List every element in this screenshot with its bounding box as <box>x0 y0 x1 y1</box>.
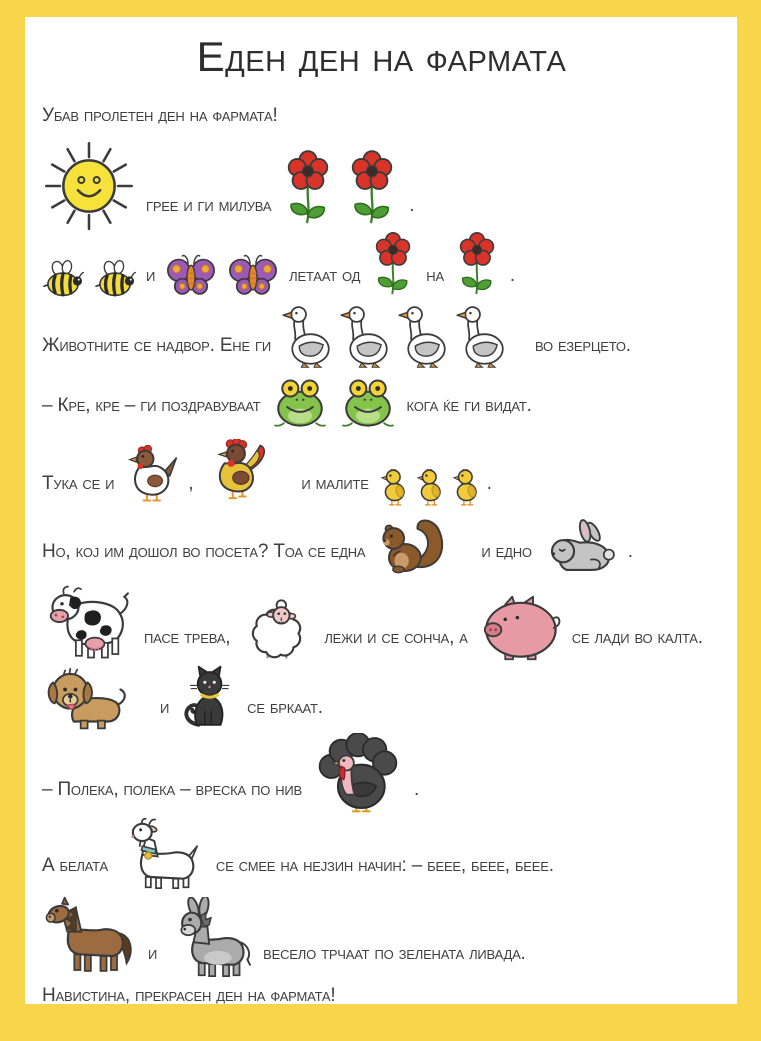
bee-icon <box>94 259 136 299</box>
frog-icon <box>271 377 329 429</box>
goose-icon <box>281 305 333 369</box>
worksheet-page <box>25 17 737 1004</box>
line-text: лежи и се сонча, а <box>324 627 468 648</box>
line-punctuation: , <box>188 473 194 494</box>
rabbit-icon <box>542 519 618 575</box>
flower-icon <box>281 149 335 229</box>
line-text: Животните се надвор. Ене ги <box>42 335 272 356</box>
line-text: пасе трева, <box>144 627 231 648</box>
line-punctuation: . <box>509 265 516 286</box>
line-text: весело трчаат по зелената ливада. <box>263 943 526 964</box>
cow-icon <box>42 583 134 661</box>
sheep-icon <box>240 599 314 661</box>
squirrel-icon <box>375 513 449 575</box>
story-line-cow-sheep-pig <box>42 583 721 661</box>
line-text: Тука се и <box>42 473 115 494</box>
line-text: се лади во калта. <box>571 627 703 648</box>
sun-icon <box>42 139 136 233</box>
goose-icon <box>455 305 507 369</box>
outro-sentence: Навистина, прекрасен ден на фармата! <box>42 985 336 1004</box>
line-text: – Кре, кре – ги поздравуваат <box>42 395 261 416</box>
line-text: Но, кој им дошол во посета? Тоа се една <box>42 541 366 562</box>
line-punctuation: . <box>486 473 492 494</box>
pig-icon <box>478 595 562 661</box>
story-line-goat <box>42 817 721 889</box>
chick-icon <box>415 467 445 507</box>
dog-icon <box>42 667 128 731</box>
chick-icon <box>379 467 409 507</box>
goose-icon <box>339 305 391 369</box>
line-text: и едно <box>481 541 532 562</box>
flower-icon <box>345 149 399 229</box>
goose-icon <box>397 305 449 369</box>
line-text: А белата <box>42 855 108 876</box>
story-line-geese <box>42 305 721 369</box>
line-text: – Полека, полека – вреска по нив <box>42 779 303 800</box>
bee-icon <box>42 259 84 299</box>
turkey-icon <box>312 733 404 813</box>
chick-icon <box>451 467 481 507</box>
story-line-bees-butterflies <box>42 231 721 299</box>
rooster-icon <box>203 439 269 507</box>
line-text: и <box>160 697 170 718</box>
story-line-poultry <box>42 439 721 507</box>
intro-sentence: Убав пролетен ден на фармата! <box>42 105 278 126</box>
goat-icon <box>118 817 206 889</box>
line-text: кога ќе ги видат. <box>406 395 532 416</box>
line-punctuation: . <box>409 195 415 216</box>
line-text: и <box>146 265 156 286</box>
frog-icon <box>339 377 397 429</box>
hen-icon <box>124 445 178 507</box>
line-text: во езерцето. <box>535 335 631 356</box>
line-punctuation: . <box>414 779 420 800</box>
flower-icon <box>454 231 500 299</box>
story-line-horse-donkey <box>42 895 721 977</box>
page-title: Еден ден на фармата <box>196 33 567 80</box>
line-punctuation: . <box>627 541 633 562</box>
line-text: и <box>148 943 158 964</box>
line-text: се бркаат. <box>247 697 323 718</box>
line-text: и малите <box>301 473 369 494</box>
donkey-icon <box>167 897 253 977</box>
story-line-frogs <box>42 377 721 429</box>
story-line-sun <box>42 139 721 229</box>
flower-icon <box>370 231 416 299</box>
line-text: на <box>426 265 444 286</box>
line-text: се смее на нејзин начин: – беее, беее, беее. <box>215 855 554 876</box>
story-line-dog-cat <box>42 665 721 731</box>
story-line-visitors <box>42 513 721 575</box>
story-line-turkey <box>42 733 721 813</box>
butterfly-icon <box>227 249 279 299</box>
horse-icon <box>42 895 138 977</box>
line-text: летаат од <box>289 265 361 286</box>
cat-icon <box>179 665 237 731</box>
butterfly-icon <box>165 249 217 299</box>
line-text: грее и ги милува <box>146 195 272 216</box>
